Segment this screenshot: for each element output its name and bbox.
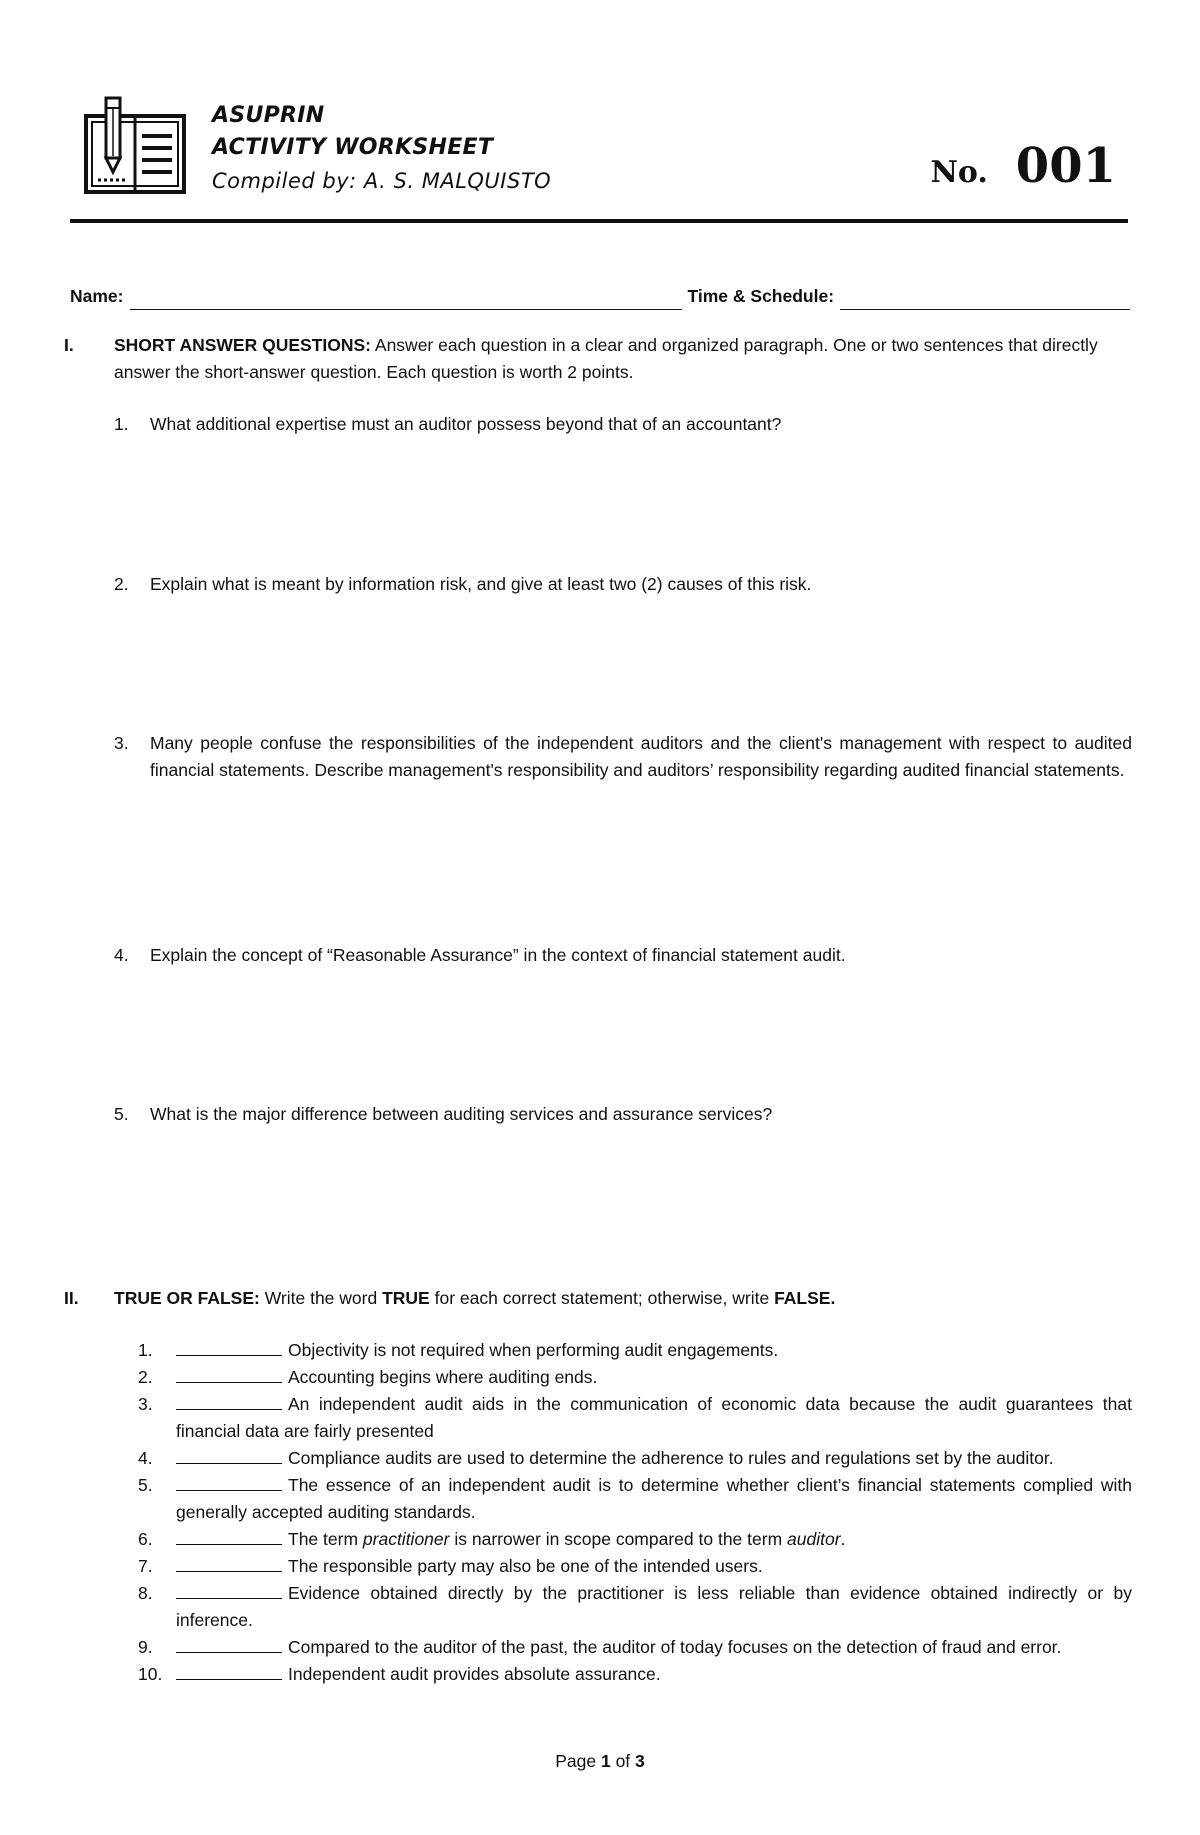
question-number: 4. <box>114 945 129 965</box>
item-number: 4. <box>138 1448 153 1468</box>
true-false-item <box>138 1526 1132 1553</box>
answer-blank[interactable] <box>176 1636 282 1653</box>
section-2-number: II. <box>64 1288 79 1308</box>
item-text: Compliance audits are used to determine the adherence to rules and regulations set by the auditor. <box>288 1448 1054 1468</box>
answer-blank[interactable] <box>176 1528 282 1545</box>
answer-blank[interactable] <box>176 1393 282 1410</box>
header-divider <box>70 219 1128 223</box>
page-total: 3 <box>635 1751 645 1771</box>
short-answer-question <box>114 411 1132 438</box>
document-number-value: 001 <box>1015 138 1116 194</box>
question-text: Explain what is meant by information risk, and give at least two (2) causes of this risk. <box>150 574 812 594</box>
true-false-item <box>138 1445 1132 1472</box>
section-2-title: TRUE OR FALSE: <box>114 1288 260 1308</box>
true-false-item <box>138 1391 1132 1445</box>
item-number: 1. <box>138 1340 153 1360</box>
true-keyword: TRUE <box>382 1288 430 1308</box>
true-false-list <box>138 1337 1132 1688</box>
item-text: Objectivity is not required when performing audit engagements. <box>288 1340 779 1360</box>
item-number: 6. <box>138 1529 153 1549</box>
section-2-instr-part: Write the word <box>264 1288 378 1308</box>
item-number: 9. <box>138 1637 153 1657</box>
item-number: 8. <box>138 1583 153 1603</box>
question-number: 5. <box>114 1104 129 1124</box>
compiled-label: Compiled by: <box>212 169 357 193</box>
item-number: 7. <box>138 1556 153 1576</box>
item-text: Compared to the auditor of the past, the auditor of today focuses on the detection of fraud and error. <box>288 1637 1062 1657</box>
compiled-name: A. S. MALQUISTO <box>363 169 552 193</box>
item-text: Accounting begins where auditing ends. <box>288 1367 598 1387</box>
item-text: is narrower in scope compared to the term <box>454 1529 783 1549</box>
item-number: 2. <box>138 1367 153 1387</box>
header-line-2: ACTIVITY WORKSHEET <box>212 135 494 160</box>
item-text: An independent audit aids in the communication of economic data because the audit guarantees that financial data are fairly presented <box>176 1394 1132 1441</box>
item-text: Evidence obtained directly by the practitioner is less reliable than evidence obtained indirectly or by inference. <box>176 1583 1132 1630</box>
answer-blank[interactable] <box>176 1555 282 1572</box>
document-number-label: No. <box>930 155 988 190</box>
document-number <box>930 138 1116 194</box>
of-word: of <box>615 1751 631 1771</box>
true-false-item <box>138 1337 1132 1364</box>
short-answer-question <box>114 730 1132 784</box>
section-short-answer <box>64 332 1132 386</box>
item-text: The essence of an independent audit is to determine whether client’s financial statements complied with generally accepted auditing standards. <box>176 1475 1132 1522</box>
true-false-item <box>138 1580 1132 1634</box>
true-false-item <box>138 1472 1132 1526</box>
name-field[interactable] <box>130 289 682 310</box>
section-2-instr-part: for each correct statement; otherwise, write <box>434 1288 770 1308</box>
item-number: 3. <box>138 1394 153 1414</box>
question-number: 3. <box>114 733 129 753</box>
section-1-number: I. <box>64 335 74 355</box>
section-2-intro <box>114 1285 1132 1312</box>
section-1-intro <box>114 332 1132 386</box>
question-number: 2. <box>114 574 129 594</box>
true-false-item <box>138 1364 1132 1391</box>
student-fields <box>70 283 1130 310</box>
answer-blank[interactable] <box>176 1366 282 1383</box>
emphasis-practitioner: practitioner <box>362 1529 450 1549</box>
emphasis-auditor: auditor <box>787 1529 841 1549</box>
schedule-label: Time & Schedule: <box>687 286 835 306</box>
answer-blank[interactable] <box>176 1339 282 1356</box>
short-answer-question <box>114 942 1132 969</box>
section-1-instructions: Answer each question in a clear and organized paragraph. One or two sentences that directly answer the short-answer question. Each question is worth 2 points. <box>114 335 1098 382</box>
item-text: The term <box>288 1529 359 1549</box>
notebook-pencil-icon <box>84 96 186 196</box>
true-false-item <box>138 1553 1132 1580</box>
item-text: The responsible party may also be one of the intended users. <box>288 1556 763 1576</box>
question-text: Many people confuse the responsibilities of the independent auditors and the client's management with respect to audited financial statements. Describe management's responsibility and auditors’ responsibility regarding audited financial statements. <box>150 733 1132 780</box>
item-text: . <box>840 1529 846 1549</box>
short-answer-question <box>114 1101 1132 1128</box>
page-word: Page <box>555 1751 597 1771</box>
page-footer <box>0 1748 1200 1775</box>
question-text: Explain the concept of “Reasonable Assurance” in the context of financial statement audit. <box>150 945 846 965</box>
true-false-item <box>138 1661 1132 1688</box>
item-number: 10. <box>138 1664 163 1684</box>
schedule-field[interactable] <box>840 289 1130 310</box>
compiled-by <box>212 164 551 198</box>
answer-blank[interactable] <box>176 1447 282 1464</box>
question-text: What is the major difference between auditing services and assurance services? <box>150 1104 773 1124</box>
short-answer-question <box>114 571 1132 598</box>
answer-blank[interactable] <box>176 1663 282 1680</box>
section-1-title: SHORT ANSWER QUESTIONS: <box>114 335 371 355</box>
true-false-item <box>138 1634 1132 1661</box>
header-title-block <box>212 100 551 198</box>
header-line-1: ASUPRIN <box>212 103 325 128</box>
page-number: 1 <box>600 1751 611 1771</box>
answer-blank[interactable] <box>176 1582 282 1599</box>
section-true-false <box>64 1285 1132 1312</box>
name-label: Name: <box>70 286 124 306</box>
question-text: What additional expertise must an auditor possess beyond that of an accountant? <box>150 414 782 434</box>
item-number: 5. <box>138 1475 153 1495</box>
answer-blank[interactable] <box>176 1474 282 1491</box>
question-number: 1. <box>114 414 129 434</box>
item-text: Independent audit provides absolute assurance. <box>288 1664 661 1684</box>
false-keyword: FALSE. <box>774 1288 836 1308</box>
